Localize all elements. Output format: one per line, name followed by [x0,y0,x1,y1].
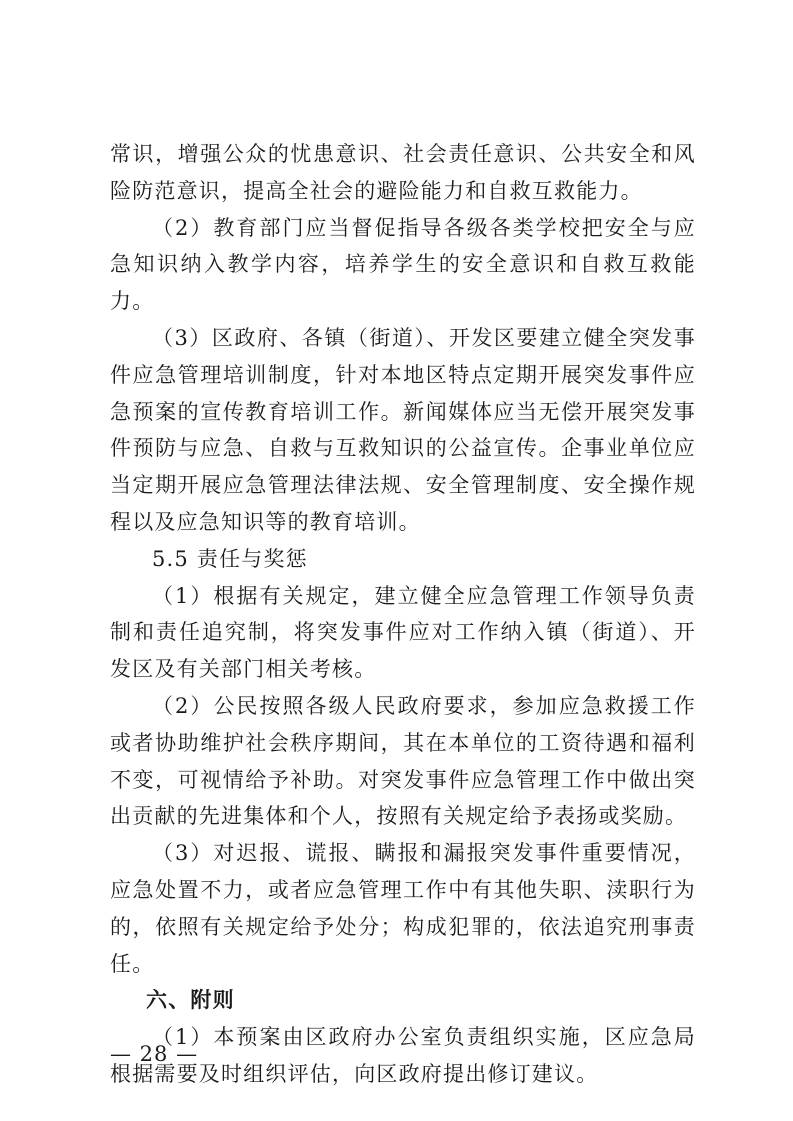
paragraph-training-system: （3）区政府、各镇（街道）、开发区要建立健全突发事件应急管理培训制度，针对本地区特点定期开展突发事件应急预案的宣传教育培训工作。新闻媒体应当无偿开展突发事件预防与应急、自救与互救知识的公益宣传。企事业单位应当定期开展应急管理法律法规、安全管理制度、安全操作规程以及应急知识等的教育培训。 [110,325,696,534]
section-heading-responsibility: 5.5 责任与奖惩 [152,546,308,571]
paragraph-citizen-rewards: （2）公民按照各级人民政府要求，参加应急救援工作或者协助维护社会秩序期间，其在本单位的工资待遇和福利不变，可视情给予补助。对突发事件应急管理工作中做出突出贡献的先进集体和个人，按照有关规定给予表扬或奖励。 [110,693,696,829]
paragraph-implementation: （1）本预案由区政府办公室负责组织实施，区应急局根据需要及时组织评估，向区政府提出修订建议。 [110,1025,696,1086]
page-number: — 28 — [110,1042,199,1066]
paragraph-education-dept: （2）教育部门应当督促指导各级各类学校把安全与应急知识纳入教学内容，培养学生的安全意识和自救互救能力。 [110,215,696,314]
document-body [110,136,696,1093]
paragraph-penalties: （3）对迟报、谎报、瞒报和漏报突发事件重要情况，应急处置不力，或者应急管理工作中有其他失职、渎职行为的，依照有关规定给予处分；构成犯罪的，依法追究刑事责任。 [110,841,696,976]
section-heading-supplementary: 六、附则 [146,988,235,1013]
paragraph-public-awareness: 常识，增强公众的忧患意识、社会责任意识、公共安全和风险防范意识，提高全社会的避险能力和自救互救能力。 [110,142,696,203]
paragraph-accountability: （1）根据有关规定，建立健全应急管理工作领导负责制和责任追究制，将突发事件应对工作纳入镇（街道）、开发区及有关部门相关考核。 [110,583,696,682]
